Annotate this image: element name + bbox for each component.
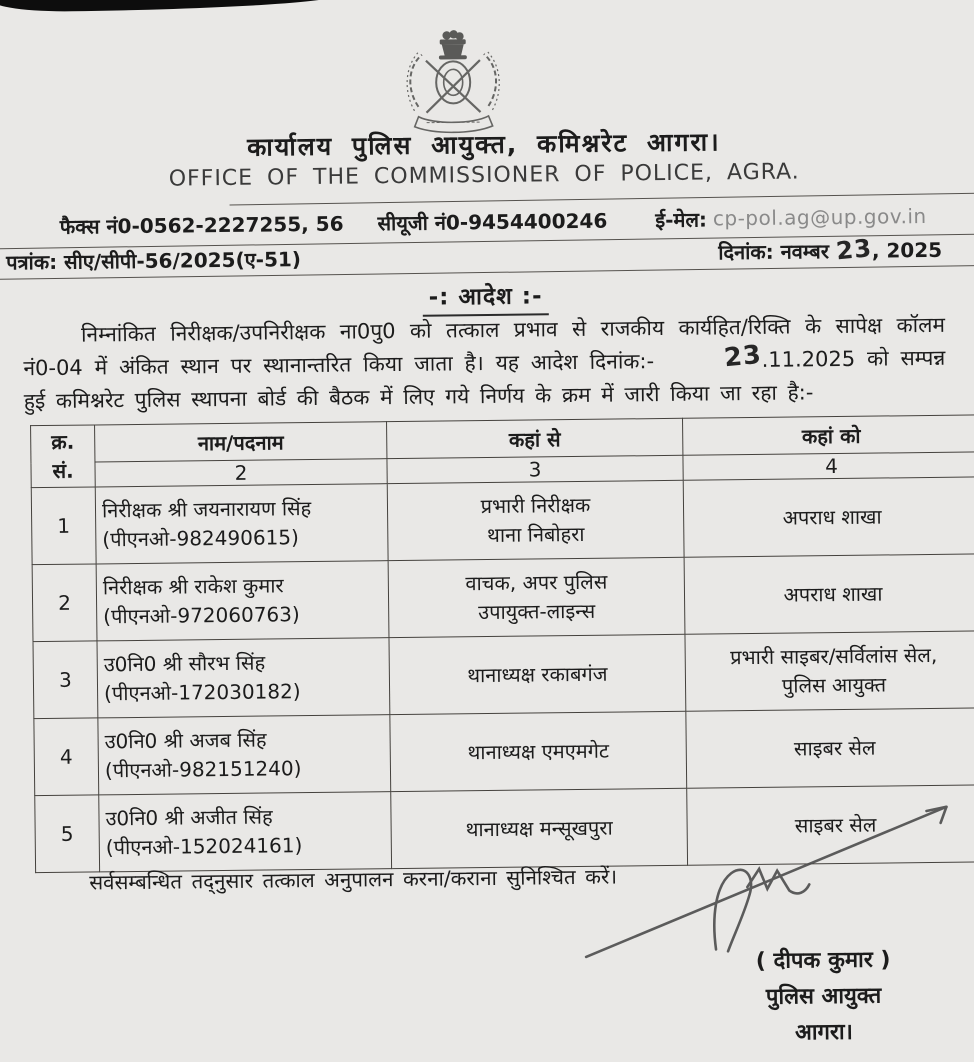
to-line-2: पुलिस आयुक्त bbox=[781, 672, 887, 698]
officer-name: उ0नि0 श्री सौरभ सिंह bbox=[103, 650, 266, 677]
handwritten-body-date: 23 bbox=[722, 339, 763, 374]
name-cell bbox=[99, 792, 392, 872]
officer-pno: (पीएनओ-982490615) bbox=[102, 525, 299, 552]
to-col-number: 4 bbox=[683, 452, 974, 480]
from-line-1: थानाध्यक्ष रकाबगंज bbox=[467, 661, 608, 687]
table-row bbox=[32, 554, 974, 642]
serial-cell: 3 bbox=[33, 641, 98, 719]
signatory-name: ( दीपक कुमार ) bbox=[755, 947, 891, 974]
order-body-paragraph bbox=[23, 309, 946, 418]
letter-number: पत्रांक: सीए/सीपी-56/2025(ए-51) bbox=[6, 247, 302, 275]
from-cell bbox=[387, 480, 684, 560]
serial-cell: 5 bbox=[35, 795, 100, 873]
officer-name: निरीक्षक श्री राकेश कुमार bbox=[102, 573, 284, 600]
to-line-1: साइबर सेल bbox=[794, 812, 877, 838]
officer-name: निरीक्षक श्री जयनारायण सिंह bbox=[101, 496, 312, 523]
serial-cell: 2 bbox=[32, 564, 97, 642]
compliance-line: सर्वसम्बन्धित तद्नुसार तत्काल अनुपालन करना/कराना सुनिश्चित करें। bbox=[89, 864, 618, 895]
to-line-1: प्रभारी साइबर/सर्विलांस सेल, bbox=[730, 642, 938, 670]
signatory-designation: पुलिस आयुक्त bbox=[765, 983, 882, 1010]
org-title-english: OFFICE OF THE COMMISSIONER OF POLICE, AGRA. bbox=[168, 159, 800, 192]
from-header-cell: कहां से bbox=[387, 418, 683, 458]
to-cell bbox=[684, 554, 974, 634]
from-line-1: थानाध्यक्ष एमएमगेट bbox=[467, 738, 610, 764]
to-line-1: अपराध शाखा bbox=[783, 581, 883, 607]
cug-number: सीयूजी नं0-9454400246 bbox=[377, 208, 608, 235]
to-cell bbox=[685, 631, 974, 711]
officer-name: उ0नि0 श्री अजीत सिंह bbox=[105, 804, 273, 831]
from-line-1: प्रभारी निरीक्षक bbox=[480, 492, 591, 519]
officer-pno: (पीएनओ-172030182) bbox=[103, 679, 301, 706]
name-cell bbox=[98, 715, 391, 795]
to-line-1: अपराध शाखा bbox=[782, 504, 882, 530]
letter-date bbox=[718, 233, 943, 266]
from-col-number: 3 bbox=[387, 455, 683, 483]
from-line-1: थानाध्यक्ष मन्सूखपुरा bbox=[465, 815, 613, 841]
officer-pno: (पीएनओ-972060763) bbox=[103, 602, 300, 629]
name-col-number: 2 bbox=[95, 459, 387, 487]
signatory-block bbox=[698, 943, 949, 1054]
email-label: ई-मेल: bbox=[655, 206, 708, 232]
name-header-cell: नाम/पदनाम bbox=[95, 422, 387, 462]
handwritten-date: 23 bbox=[834, 233, 874, 266]
up-police-emblem-icon bbox=[388, 26, 519, 139]
to-cell bbox=[683, 477, 974, 557]
fax-number: फैक्स नं0-0562-2227255, 56 bbox=[59, 211, 344, 239]
to-header-cell: कहां को bbox=[683, 415, 974, 455]
signatory-place: आगरा। bbox=[794, 1019, 854, 1046]
table-row bbox=[31, 477, 974, 565]
date-prefix: दिनांक: नवम्बर bbox=[718, 239, 830, 265]
from-line-1: वाचक, अपर पुलिस bbox=[465, 569, 608, 596]
name-cell bbox=[96, 561, 389, 641]
order-heading: -: आदेश :- bbox=[0, 273, 973, 321]
reference-row bbox=[0, 233, 972, 276]
table-row bbox=[33, 631, 974, 719]
officer-pno: (पीएनओ-152024161) bbox=[105, 833, 303, 860]
body-text-1: निम्नांकित निरीक्षक/उपनिरीक्षक ना0पु0 को तत्काल प्रभाव से राजकीय कार्यहित/रिक्ति के सापेक्ष कॉलम नं0-04 में अंकित स्थान पर स्थानान्तरित किया जाता है। यह आदेश दिनांक:- bbox=[23, 312, 946, 381]
officer-name: उ0नि0 श्री अजब सिंह bbox=[104, 727, 267, 754]
to-line-1: साइबर सेल bbox=[793, 735, 876, 761]
from-line-2: उपायुक्त-लाइन्स bbox=[478, 598, 596, 625]
officer-pno: (पीएनओ-982151240) bbox=[104, 756, 302, 783]
serial-header-cell: क्र. सं. bbox=[31, 425, 96, 488]
date-suffix: , 2025 bbox=[871, 237, 943, 263]
from-cell bbox=[389, 634, 686, 714]
serial-cell: 1 bbox=[31, 487, 96, 565]
org-title-hindi: कार्यालय पुलिस आयुक्त, कमिश्नरेट आगरा। bbox=[246, 127, 721, 162]
name-cell bbox=[95, 484, 388, 564]
body-text-2: .11.2025 को सम्पन्न हुई कमिश्नरेट पुलिस स्थापना बोर्ड की बैठक में लिए गये निर्णय के क्रम में जारी किया जा रहा है:- bbox=[23, 345, 946, 413]
from-cell bbox=[388, 557, 685, 637]
from-line-2: थाना निबोहरा bbox=[486, 521, 585, 548]
serial-cell: 4 bbox=[34, 718, 99, 796]
name-cell bbox=[97, 638, 390, 718]
email-address: cp-pol.ag@up.gov.in bbox=[712, 203, 927, 231]
